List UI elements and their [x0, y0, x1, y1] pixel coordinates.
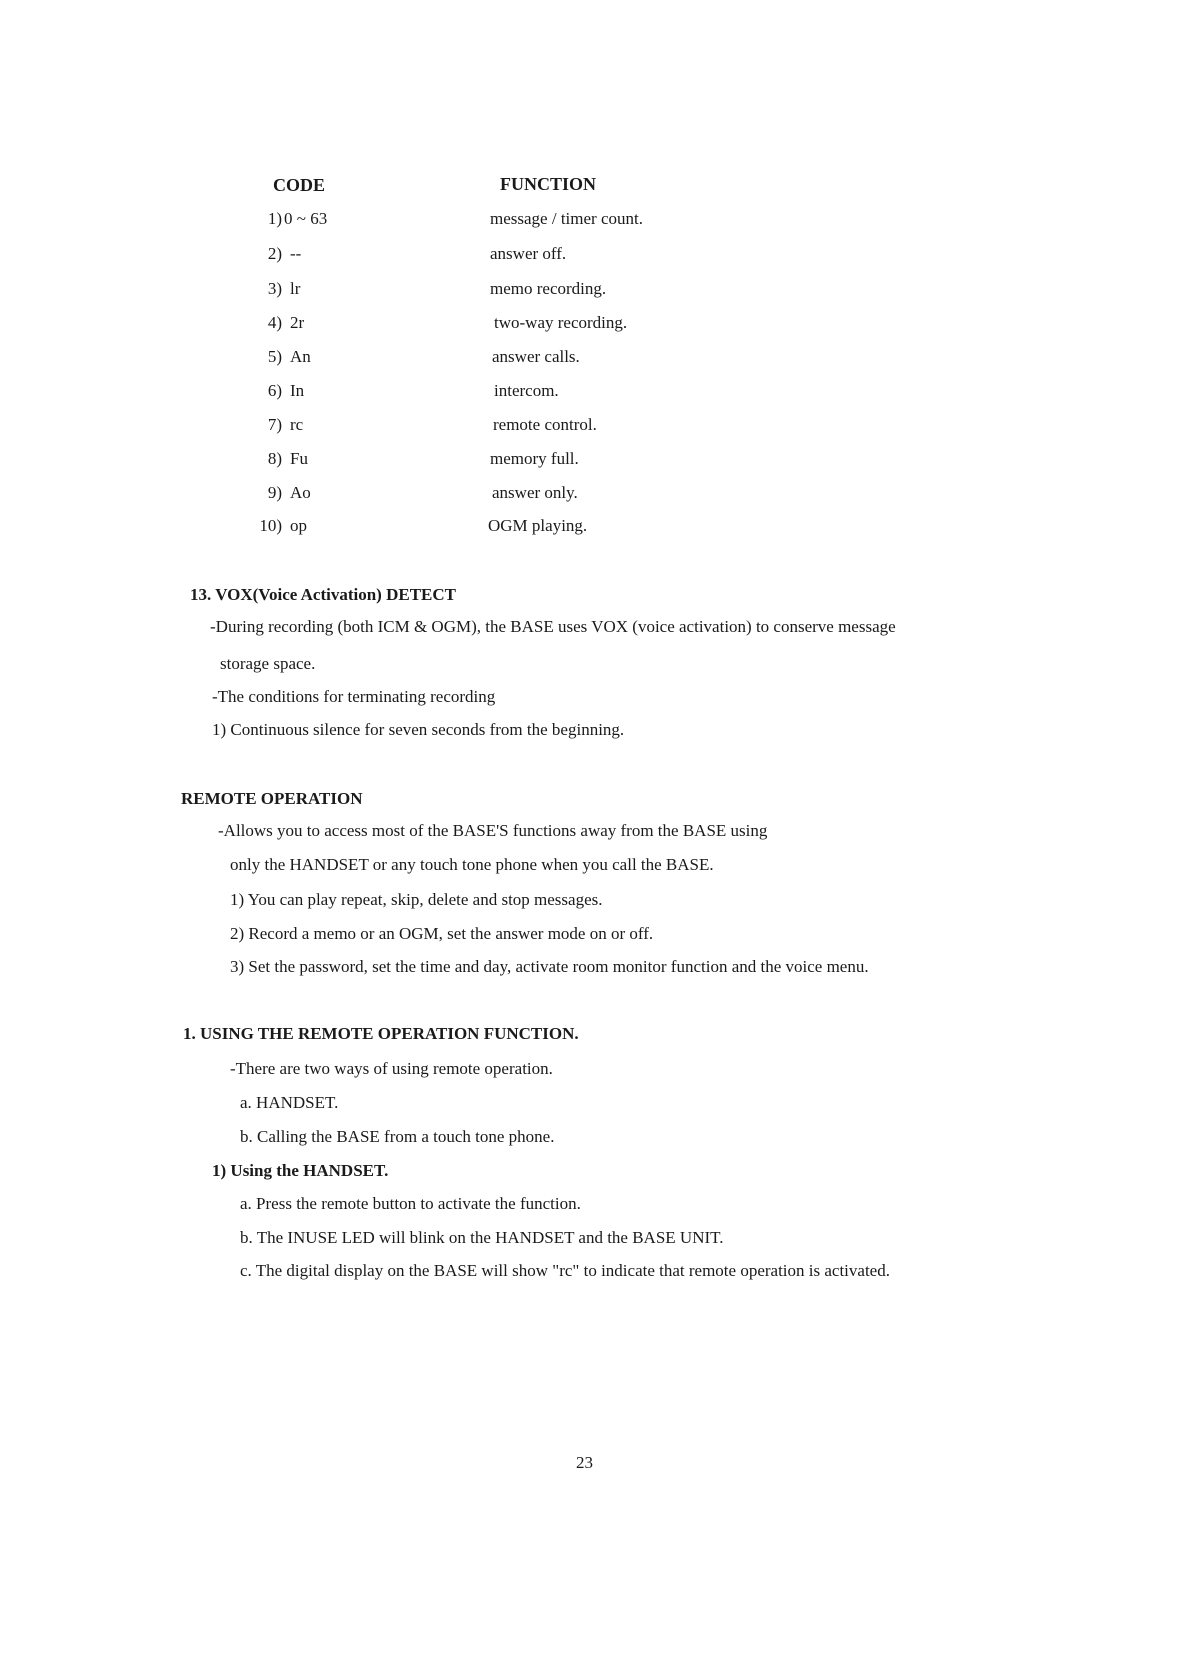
code-column-header: CODE: [273, 175, 326, 195]
table-row-function: answer off.: [490, 244, 567, 263]
page-number: 23: [576, 1453, 593, 1472]
table-row-function: message / timer count.: [490, 209, 643, 228]
using-step: a. Press the remote button to activate the function.: [240, 1194, 581, 1213]
table-row: 1) 0 ~ 63: [267, 209, 328, 228]
table-row: 6) In: [267, 381, 305, 400]
table-row-function: two-way recording.: [494, 313, 628, 332]
table-row: 3) lr: [267, 279, 301, 298]
table-row-function: memo recording.: [490, 279, 607, 298]
table-row: 5) An: [267, 347, 311, 366]
remote-list-item: 2) Record a memo or an OGM, set the answer mode on or off.: [230, 924, 654, 943]
vox-heading: 13. VOX(Voice Activation) DETECT: [190, 585, 456, 604]
using-option: b. Calling the BASE from a touch tone phone.: [240, 1127, 555, 1146]
remote-line: only the HANDSET or any touch tone phone when you call the BASE.: [230, 855, 714, 874]
function-column-header: FUNCTION: [500, 174, 597, 194]
vox-line: -The conditions for terminating recording: [212, 687, 496, 706]
table-row: 9) Ao: [267, 483, 311, 502]
remote-line: -Allows you to access most of the BASE'S functions away from the BASE using: [218, 821, 768, 840]
using-handset-subheading: 1) Using the HANDSET.: [212, 1161, 389, 1180]
using-step: b. The INUSE LED will blink on the HANDSET and the BASE UNIT.: [240, 1228, 724, 1247]
using-remote-heading: 1. USING THE REMOTE OPERATION FUNCTION.: [183, 1024, 579, 1043]
table-row: 4) 2r: [267, 313, 305, 332]
table-row: 8) Fu: [267, 449, 308, 468]
remote-list-item: 1) You can play repeat, skip, delete and stop messages.: [230, 890, 603, 909]
vox-line: storage space.: [220, 654, 316, 673]
using-option: a. HANDSET.: [240, 1093, 339, 1112]
table-row-function: remote control.: [493, 415, 597, 434]
table-row: 2) --: [267, 244, 302, 263]
table-row-function: memory full.: [490, 449, 579, 468]
table-row: 10) op: [259, 516, 307, 535]
table-row-function: OGM playing.: [488, 516, 588, 535]
table-row-function: answer calls.: [492, 347, 580, 366]
vox-line: 1) Continuous silence for seven seconds from the beginning.: [212, 720, 625, 739]
using-line: -There are two ways of using remote operation.: [230, 1059, 553, 1078]
table-row-function: answer only.: [492, 483, 578, 502]
table-row-function: intercom.: [494, 381, 559, 400]
vox-line: -During recording (both ICM & OGM), the BASE uses VOX (voice activation) to conserve message: [210, 617, 896, 636]
remote-operation-heading: REMOTE OPERATION: [181, 789, 363, 808]
remote-list-item: 3) Set the password, set the time and day, activate room monitor function and the voice menu.: [230, 957, 869, 976]
table-row: 7) rc: [267, 415, 304, 434]
using-step: c. The digital display on the BASE will show "rc" to indicate that remote operation is activated.: [240, 1261, 890, 1280]
